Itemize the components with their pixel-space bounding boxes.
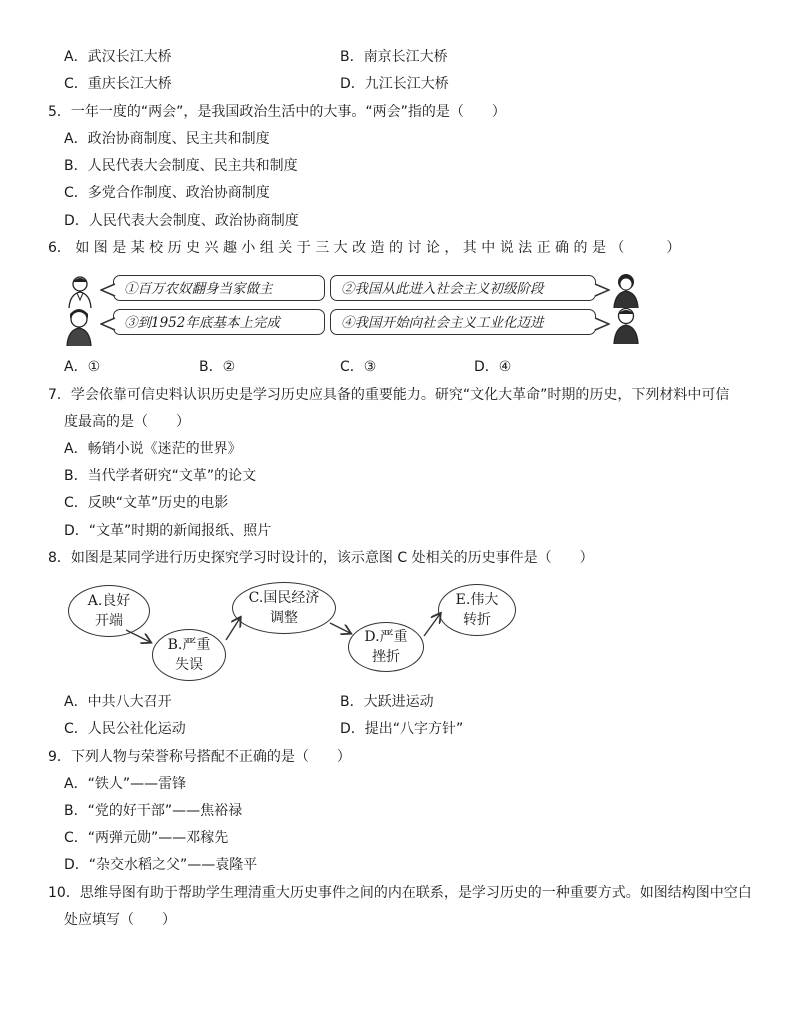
- q7-option-d[interactable]: D．“文革”时期的新闻报纸、照片: [64, 523, 272, 539]
- speech-bubble-3: ③到1952年底基本上完成: [113, 309, 325, 335]
- q10-stem-line1: 10．思维导图有助于帮助学生理清重大历史事件之间的内在联系，是学习历史的一种重要方式。如图结构图中空白: [48, 885, 752, 901]
- flow-node-b: B.严重 失误: [152, 629, 226, 681]
- q7-option-b[interactable]: B．当代学者研究“文革”的论文: [64, 468, 257, 484]
- q10-stem-line2: 处应填写（ ）: [64, 912, 176, 928]
- speech-bubble-2: ②我国从此进入社会主义初级阶段: [330, 275, 596, 301]
- q6-option-c[interactable]: C．③: [340, 359, 377, 375]
- flow-node-e: E.伟大 转折: [438, 584, 516, 636]
- q9-option-c[interactable]: C．“两弹元勋”——邓稼先: [64, 830, 229, 846]
- q4-option-a[interactable]: A．武汉长江大桥: [64, 49, 172, 65]
- q8-option-a[interactable]: A．中共八大召开: [64, 694, 172, 710]
- q5-option-c[interactable]: C．多党合作制度、政治协商制度: [64, 185, 270, 201]
- flow-node-c: C.国民经济 调整: [232, 582, 336, 634]
- q8-option-c[interactable]: C．人民公社化运动: [64, 721, 186, 737]
- q5-option-b[interactable]: B．人民代表大会制度、民主共和制度: [64, 158, 298, 174]
- q9-option-b[interactable]: B．“党的好干部”——焦裕禄: [64, 803, 243, 819]
- q9-option-a[interactable]: A．“铁人”——雷锋: [64, 776, 187, 792]
- q7-stem-line1: 7．学会依靠可信史料认识历史是学习历史应具备的重要能力。研究“文化大革命”时期的历史，下列材料中可信: [48, 387, 730, 403]
- q6-option-b[interactable]: B．②: [199, 359, 236, 375]
- arrow-a-b: [126, 630, 150, 642]
- q8-stem: 8．如图是某同学进行历史探究学习时设计的，该示意图 C 处相关的历史事件是（ ）: [48, 550, 594, 566]
- q9-option-d[interactable]: D．“杂交水稻之父”——袁隆平: [64, 857, 258, 873]
- speech-bubble-4: ④我国开始向社会主义工业化迈进: [330, 309, 596, 335]
- q7-option-a[interactable]: A．畅销小说《迷茫的世界》: [64, 441, 242, 457]
- q4-option-b[interactable]: B．南京长江大桥: [340, 49, 448, 65]
- q4-option-c[interactable]: C．重庆长江大桥: [64, 76, 172, 92]
- q7-option-c[interactable]: C．反映“文革”历史的电影: [64, 495, 229, 511]
- q7-stem-line2: 度最高的是（ ）: [64, 414, 190, 430]
- q9-stem: 9．下列人物与荣誉称号搭配不正确的是（ ）: [48, 749, 351, 765]
- q8-option-d[interactable]: D．提出“八字方针”: [340, 721, 464, 737]
- flow-node-a: A.良好 开端: [68, 585, 150, 637]
- q4-option-d[interactable]: D．九江长江大桥: [340, 76, 449, 92]
- q5-option-d[interactable]: D．人民代表大会制度、政治协商制度: [64, 213, 299, 229]
- q6-stem: 6． 如 图 是 某 校 历 史 兴 趣 小 组 关 于 三 大 改 造 的 讨 论 ， 其 中 说 法 正 确 的 是 （ ）: [48, 240, 681, 256]
- arrow-c-d: [330, 623, 350, 633]
- q5-option-a[interactable]: A．政治协商制度、民主共和制度: [64, 131, 270, 147]
- arrow-d-e: [424, 614, 440, 636]
- speech-bubble-1: ①百万农奴翻身当家做主: [113, 275, 325, 301]
- q8-option-b[interactable]: B．大跃进运动: [340, 694, 434, 710]
- flow-node-d: D.严重 挫折: [348, 622, 424, 672]
- q6-option-a[interactable]: A．①: [64, 359, 101, 375]
- q5-stem: 5．一年一度的“两会”，是我国政治生活中的大事。“两会”指的是（ ）: [48, 104, 506, 120]
- arrow-b-c: [226, 618, 240, 640]
- q6-option-d[interactable]: D．④: [474, 359, 512, 375]
